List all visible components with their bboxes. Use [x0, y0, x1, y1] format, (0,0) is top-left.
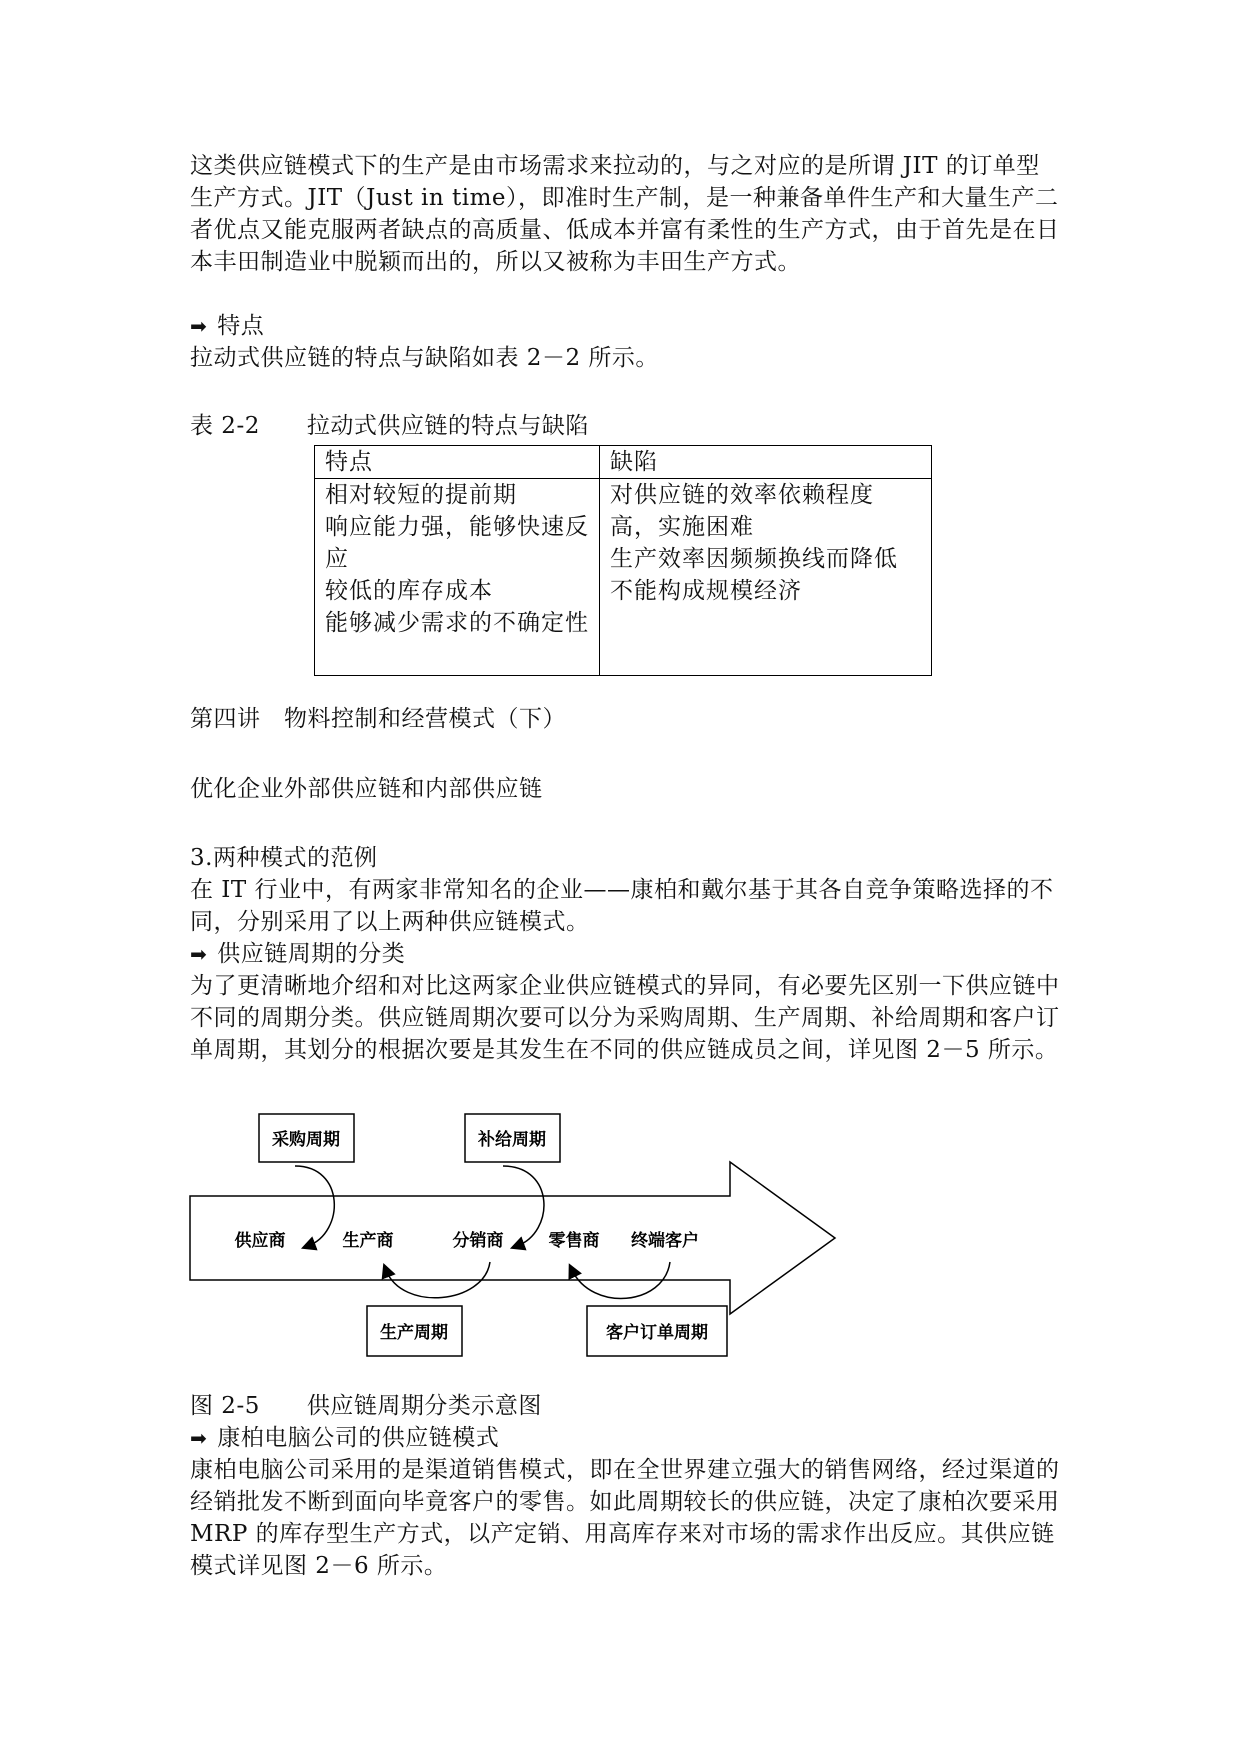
- label-procurement-cycle: 采购周期: [272, 1130, 340, 1150]
- paragraph-compaq: 康柏电脑公司采用的是渠道销售模式，即在全世界建立强大的销售网络，经过渠道的经销批发不断到面向毕竟客户的零售。如此周期较长的供应链，决定了康柏次要采用 MRP 的库存型生产方式，以产定销、用高库存来对市场的需求作出反应。其供应链模式详见图 2－6 所示。: [190, 1457, 1060, 1579]
- member-distributor: 分销商: [452, 1231, 504, 1251]
- paragraph-compaq-dell: 在 IT 行业中，有两家非常知名的企业——康柏和戴尔基于其各自竞争策略选择的不同，分别采用了以上两种供应链模式。: [190, 877, 1054, 935]
- defect-item: 生产效率因频频换线而降低: [610, 546, 898, 572]
- label-replenishment-cycle: 补给周期: [478, 1130, 546, 1150]
- member-supplier: 供应商: [234, 1231, 286, 1251]
- feature-item: 相对较短的提前期: [325, 482, 517, 508]
- heading-lecture-four: 第四讲 物料控制和经营模式（下）: [190, 706, 566, 732]
- paragraph-jit: 这类供应链模式下的生产是由市场需求来拉动的，与之对应的是所谓 JIT 的订单型生产方式。JIT（Just in time），即准时生产制，是一种兼备单件生产和大量生产二者优点又能克服两者缺点的高质量、低成本并富有柔性的生产方式，由于首先是在日本丰田制造业中脱颖而出的，所以又被称为丰田生产方式。: [190, 153, 1060, 275]
- member-manufacturer: 生产商: [342, 1231, 394, 1251]
- paragraph-cycle-classification: 为了更清晰地介绍和对比这两家企业供应链模式的异同，有必要先区别一下供应链中不同的周期分类。供应链周期次要可以分为采购周期、生产周期、补给周期和客户订单周期，其划分的根据次要是其发生在不同的供应链成员之间，详见图 2－5 所示。: [190, 973, 1060, 1063]
- label-customer-order-cycle: 客户订单周期: [606, 1323, 708, 1343]
- bullet-cycle-classification: ➡ 供应链周期的分类: [190, 938, 1060, 970]
- defect-item: 对供应链的效率依赖程度高，实施困难: [610, 482, 874, 540]
- feature-item: 较低的库存成本: [325, 578, 493, 604]
- paragraph-table-intro: 拉动式供应链的特点与缺陷如表 2－2 所示。: [190, 345, 659, 371]
- bullet-features: ➡ 特点: [190, 310, 1060, 342]
- label-production-cycle: 生产周期: [380, 1323, 448, 1343]
- member-retailer: 零售商: [548, 1231, 600, 1251]
- member-end-customer: 终端客户: [631, 1231, 699, 1251]
- figure-caption: 图 2-5 供应链周期分类示意图: [190, 1393, 542, 1419]
- defect-item: 不能构成规模经济: [610, 578, 802, 604]
- table-header-features: 特点: [315, 446, 600, 479]
- table-caption: 表 2-2 拉动式供应链的特点与缺陷: [190, 413, 589, 439]
- heading-two-models-examples: 3.两种模式的范例: [190, 845, 378, 871]
- table-header-defects: 缺陷: [600, 446, 932, 479]
- feature-item: 能够减少需求的不确定性: [325, 610, 589, 636]
- feature-item: 响应能力强，能够快速反应: [325, 514, 589, 572]
- heading-optimize-supply-chain: 优化企业外部供应链和内部供应链: [190, 776, 543, 802]
- bullet-compaq-model: ➡ 康柏电脑公司的供应链模式: [190, 1422, 1060, 1454]
- big-arrow-shape: [190, 1162, 835, 1314]
